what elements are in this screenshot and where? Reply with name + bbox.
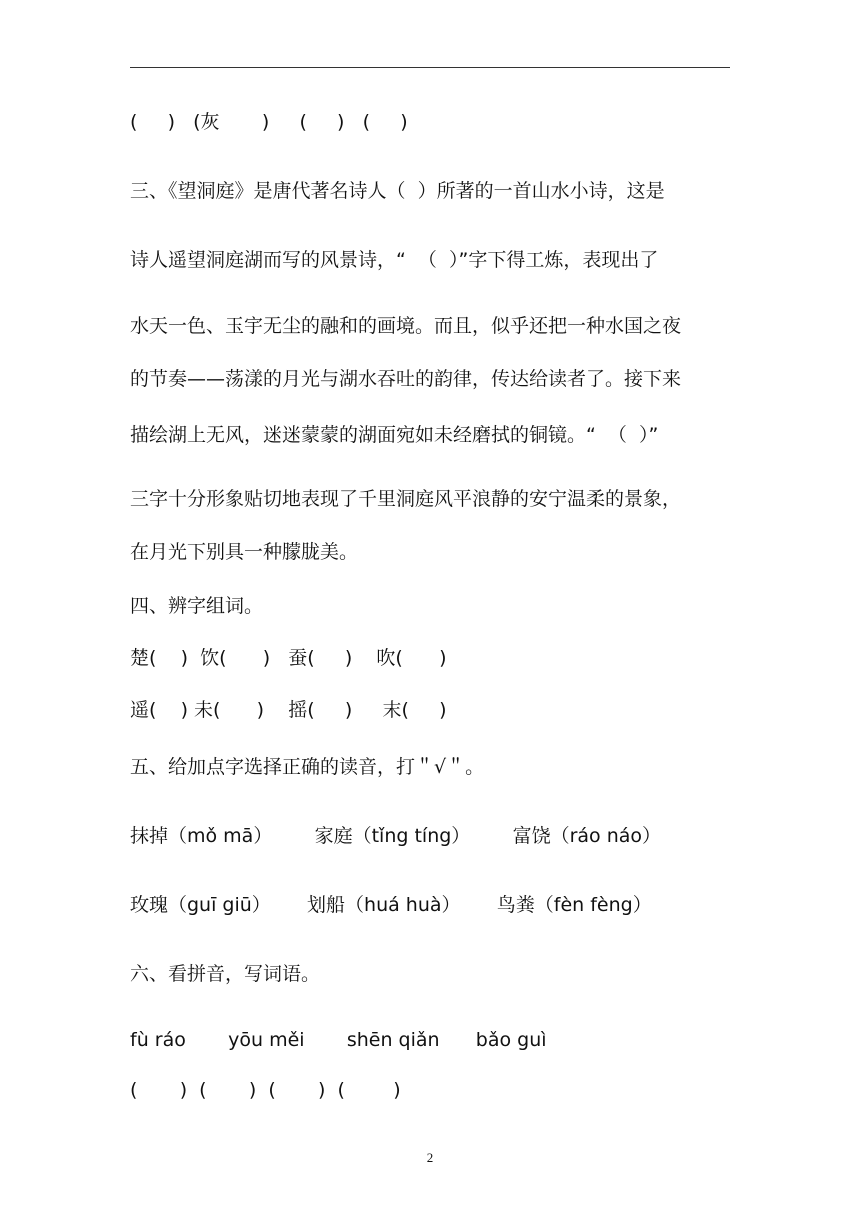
page-number: 2 <box>426 1150 434 1165</box>
section-6-heading: 六、看拼音，写词语。 <box>130 963 321 985</box>
answer-blanks-row: ( ) (灰 ) ( ) ( ) <box>130 111 408 133</box>
section-3-line-1: 三、《望洞庭》是唐代著名诗人（ ）所著的一首山水小诗，这是 <box>130 180 665 202</box>
section-3-line-5: 描绘湖上无风，迷迷蒙蒙的湖面宛如未经磨拭的铜镜。“ （ ）” <box>130 424 659 446</box>
section-6-pinyin-row: fù ráo yōu měi shēn qiǎn bǎo guì <box>130 1029 547 1051</box>
section-3-line-4: 的节奏——荡漾的月光与湖水吞吐的韵律，传达给读者了。接下来 <box>130 368 682 390</box>
section-4-row-1: 楚( ) 饮( ) 蚕( ) 吹( ) <box>130 647 447 669</box>
section-3-line-7: 在月光下别具一种朦胧美。 <box>130 541 359 563</box>
section-4-heading: 四、辨字组词。 <box>130 595 264 617</box>
section-3-line-6: 三字十分形象贴切地表现了千里洞庭风平浪静的安宁温柔的景象， <box>130 488 682 510</box>
section-3-line-3: 水天一色、玉宇无尘的融和的画境。而且，似乎还把一种水国之夜 <box>130 315 682 337</box>
section-6-blanks-row: ( ) ( ) ( ) ( ) <box>130 1079 401 1101</box>
section-4-row-2: 遥( ) 未( ) 摇( ) 末( ) <box>130 699 447 721</box>
section-5-heading: 五、给加点字选择正确的读音，打＂√＂。 <box>130 756 485 778</box>
header-rule <box>130 67 730 68</box>
section-5-row-2: 玫瑰（guī giū） 划船（huá huà） 鸟粪（fèn fèng） <box>130 894 652 916</box>
section-5-row-1: 抹掉（mǒ mā） 家庭（tǐng tíng） 富饶（ráo náo） <box>130 825 662 847</box>
section-3-line-2: 诗人遥望洞庭湖而写的风景诗，“ （ ）”字下得工炼，表现出了 <box>130 249 659 271</box>
